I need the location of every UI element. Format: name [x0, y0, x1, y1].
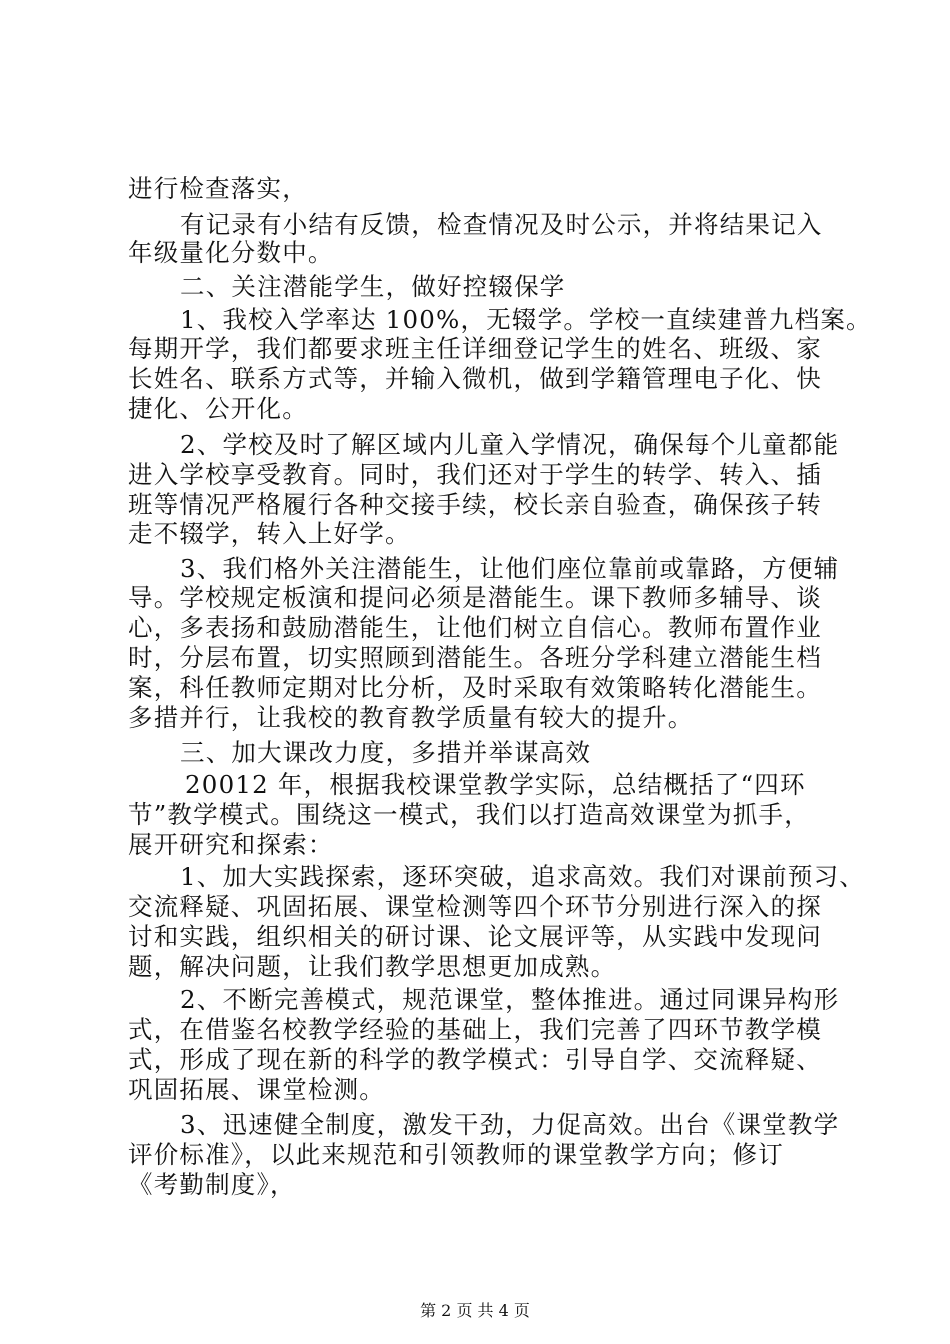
text-line: 进入学校享受教育。同时，我们还对于学生的转学、转入、插	[128, 460, 822, 489]
text-line: 每期开学，我们都要求班主任详细登记学生的姓名、班级、家	[128, 334, 822, 363]
text-line: 1、我校入学率达 100%，无辍学。学校一直续建普九档案。	[180, 305, 872, 334]
text-line: 评价标准》，以此来规范和引领教师的课堂教学方向；修订	[128, 1140, 784, 1169]
text-line: 2、学校及时了解区域内儿童入学情况，确保每个儿童都能	[180, 430, 840, 459]
text-line: 式，在借鉴名校教学经验的基础上，我们完善了四环节教学模	[128, 1015, 822, 1044]
text-line: 20012 年，根据我校课堂教学实际，总结概括了“四环	[185, 770, 806, 799]
text-line: 交流释疑、巩固拓展、课堂检测等四个环节分别进行深入的探	[128, 892, 822, 921]
text-line: 导。学校规定板演和提问必须是潜能生。课下教师多辅导、谈	[128, 583, 822, 612]
text-line: 讨和实践，组织相关的研讨课、论文展评等，从实践中发现问	[128, 922, 822, 951]
text-line: 时，分层布置，切实照顾到潜能生。各班分学科建立潜能生档	[128, 643, 822, 672]
text-line: 题，解决问题，让我们教学思想更加成熟。	[128, 952, 617, 981]
text-line: 捷化、公开化。	[128, 394, 308, 423]
page-footer: 第 2 页 共 4 页	[420, 1301, 530, 1320]
text-line: 式，形成了现在新的科学的教学模式：引导自学、交流释疑、	[128, 1045, 822, 1074]
text-line: 2、不断完善模式，规范课堂，整体推进。通过同课异构形	[180, 985, 840, 1014]
text-line: 展开研究和探索：	[128, 830, 334, 859]
text-line: 有记录有小结有反馈，检查情况及时公示，并将结果记入	[180, 210, 823, 239]
section-heading: 三、加大课改力度，多措并举谋高效	[180, 738, 592, 767]
text-line: 《考勤制度》，	[128, 1170, 296, 1199]
section-heading: 二、关注潜能学生，做好控辍保学	[180, 272, 566, 301]
text-line: 1、加大实践探索，逐环突破，追求高效。我们对课前预习、	[180, 862, 865, 891]
text-line: 多措并行，让我校的教育教学质量有较大的提升。	[128, 703, 694, 732]
text-line: 3、迅速健全制度，激发干劲，力促高效。出台《课堂教学	[180, 1110, 840, 1139]
text-line: 3、我们格外关注潜能生，让他们座位靠前或靠路，方便辅	[180, 554, 840, 583]
text-line: 巩固拓展、课堂检测。	[128, 1075, 385, 1104]
text-line: 案，科任教师定期对比分析，及时采取有效策略转化潜能生。	[128, 673, 822, 702]
text-line: 进行检查落实，	[128, 174, 308, 203]
text-line: 长姓名、联系方式等，并输入微机，做到学籍管理电子化、快	[128, 364, 822, 393]
text-line: 心，多表扬和鼓励潜能生，让他们树立自信心。教师布置作业	[128, 613, 822, 642]
text-line: 年级量化分数中。	[128, 238, 334, 267]
text-line: 节”教学模式。围绕这一模式，我们以打造高效课堂为抓手，	[128, 800, 810, 829]
text-line: 走不辍学，转入上好学。	[128, 519, 411, 548]
text-line: 班等情况严格履行各种交接手续，校长亲自验查，确保孩子转	[128, 490, 822, 519]
